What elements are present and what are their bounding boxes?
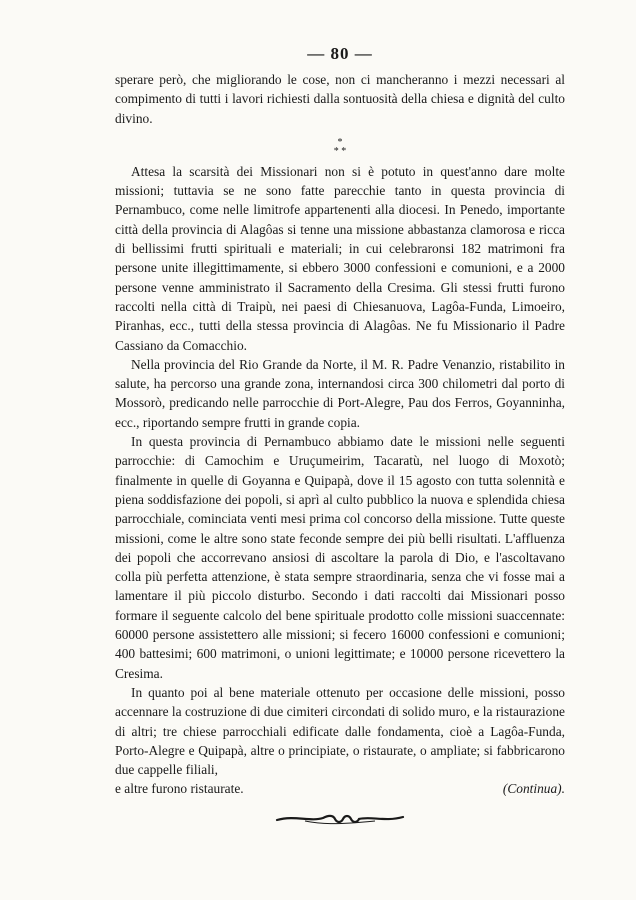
- document-page: [115, 44, 565, 827]
- final-line: e altre furono ristaurate.: [115, 781, 244, 797]
- paragraph-rio-grande: Nella provincia del Rio Grande da Norte, il M. R. Padre Venanzio, ristabilito in salute, ha percorso una grande zona, internandosi circa 300 chilometri dal porto di Mossorò, predicando nelle parrocchie di Port-Alegre, Pau dos Ferros, Goyanninha, ecc., riportando sempre frutti in grande copia.: [115, 356, 565, 430]
- page-number: — 80 —: [307, 44, 373, 63]
- paragraph-missions: Attesa la scarsità dei Missionari non si è potuto in quest'anno dare molte missioni; tuttavia se ne sono fatte parecchie tanto in questa provincia di Pernambuco, come nelle limitrofe appartenenti alla diocesi. In Penedo, importante città della provincia di Alagôas si tenne una missione abbastanza clamorosa e ricca di bellissimi frutti spirituali e materiali; in cui celebraronsi 182 matrimoni fra persone unite illegittimamente, si ebbero 3000 confessioni e comunioni, e a 2000 persone venne amministrato il Sacramento della Cresima. Gli stessi frutti furono raccolti nella città di Traipù, nei paesi di Chiesanuova, Lagôa-Funda, Limoeiro, Piranhas, ecc., tutti della stessa provincia di Alagôas. Ne fu Missionario il Padre Cassiano da Comacchio.: [115, 163, 565, 353]
- intro-paragraph: sperare però, che migliorando le cose, non ci mancheranno i mezzi necessari al compimento di tutti i lavori richiesti dalla sontuosità della chiesa e dignità del culto divino.: [115, 72, 565, 126]
- paragraph-pernambuco: In questa provincia di Pernambuco abbiamo date le missioni nelle seguenti parrocchie: di Camochim e Uruçumeirim, Tacaratù, nel luogo di Moxotò; finalmente in quelle di Goyanna e Quipapà, dove il 15 agosto con tutta solennità e piena soddisfazione dei popoli, si aprì al culto pubblico la nuova e splendida chiesa parrocchiale, cominciata venti mesi prima col concorso della missione. Tutte queste missioni, come le altre sono state feconde sempre dei più belli risultati. L'affluenza dei popoli che accorrevano ansiosi di ascoltare la parola di Dio, e l'ascoltavano colla più perfetta attenzione, è stata sempre straordinaria, senza che vi fosse mai a lamentare il più piccolo disturbo. Secondo i dati raccolti dai Missionari posso formare il seguente calcolo del bene spirituale prodotto colle missioni suaccennate: 60000 persone assistettero alle missioni; si fecero 16000 confessioni e comunioni; 400 battesimi; 600 matrimoni, o unioni legittimate; e 10000 persone ricevettero la Cresima.: [115, 434, 565, 681]
- closing-line: [115, 779, 565, 798]
- asterism-ornament: * * *: [333, 136, 347, 157]
- paragraph-material-good: In quanto poi al bene materiale ottenuto per occasione delle missioni, posso accennare la costruzione di due cimiteri circondati di solido muro, e la ristaurazione di altri; tre chiese parrocchiali edificate dalle fondamenta, cioè a Lagôa-Funda, Porto-Alegre e Quipapà, altre o principiate, o ristaurate, o ampliate; si fabbricarono due cappelle filiali,: [115, 684, 565, 778]
- tailpiece-ornament: [275, 811, 405, 827]
- continua-label: (Continua).: [502, 781, 565, 797]
